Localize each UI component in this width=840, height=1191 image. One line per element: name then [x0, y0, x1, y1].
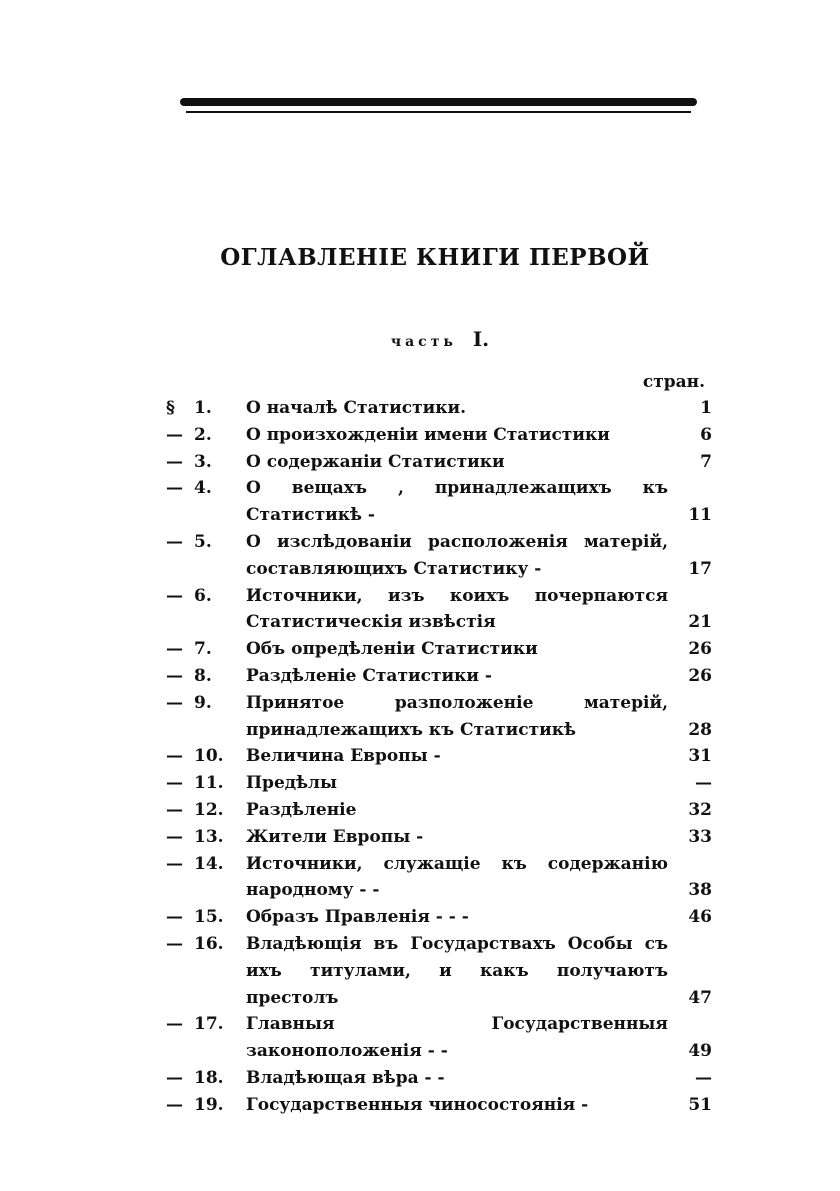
toc-entry: [166, 1092, 712, 1119]
toc-entry-page: 1: [700, 398, 712, 418]
toc-entry-number: 19.: [194, 1094, 224, 1115]
part-number: I.: [472, 327, 490, 351]
toc-entry-page: 49: [688, 1041, 712, 1062]
toc-entry: [166, 583, 712, 637]
toc-entry-number: 11.: [194, 773, 224, 794]
toc-entry-page: 21: [688, 612, 712, 633]
toc-entry-title: Раздѣленіе: [246, 799, 357, 820]
toc-entry: [166, 395, 712, 422]
toc-entry: [166, 931, 712, 1011]
toc-entry: [166, 797, 712, 824]
toc-entry: [166, 422, 712, 449]
toc-entry-title: Образъ Правленія - - -: [246, 907, 469, 928]
toc-entry: [166, 475, 712, 529]
toc-entry-mark: —: [166, 585, 183, 606]
top-rule-thin: [186, 111, 691, 113]
toc-entry: [166, 1065, 712, 1092]
toc-entry-mark: —: [166, 773, 183, 794]
toc-entry-mark: —: [166, 692, 183, 713]
toc-entry: [166, 663, 712, 690]
toc-entry-page: 51: [688, 1094, 712, 1115]
toc-entry-number: 8.: [194, 665, 212, 686]
toc-entry-number: 10.: [194, 746, 224, 767]
toc-entry-title: Раздѣленіе Статистики -: [246, 665, 492, 686]
toc-entry-title: Владѣющія въ Государствахъ Особы съ ихъ титулами, и какъ получаютъ престолъ: [246, 933, 668, 1008]
toc-entry-mark: —: [166, 424, 183, 445]
toc-entry-title: О изслѣдованіи расположенія матерій, составляющихъ Статистику -: [246, 531, 668, 579]
toc-entry-number: 2.: [194, 424, 212, 445]
toc-entry: [166, 690, 712, 744]
toc-entry: [166, 743, 712, 770]
toc-entry-number: 9.: [194, 692, 212, 713]
toc-entry-title: Главныя Государственныя законоположенія - -: [246, 1014, 668, 1062]
toc-entry-page: 6: [700, 424, 712, 445]
toc-entry-page: 7: [700, 451, 712, 472]
toc-entry-mark: —: [166, 665, 183, 686]
toc-entry-title: Жители Европы -: [246, 826, 424, 847]
toc-entry-title: Государственныя чиносостоянія -: [246, 1094, 589, 1115]
toc-entry-page: 26: [688, 665, 712, 686]
toc-entry-title: Источники, служащіе къ содержанію народному - -: [246, 853, 668, 901]
top-rule-thick: [180, 98, 697, 106]
toc-entry-mark: —: [166, 1094, 183, 1115]
toc-entry-number: 6.: [194, 585, 212, 606]
toc-entry-page: 33: [688, 826, 712, 847]
toc-entry-page: 17: [688, 558, 712, 579]
toc-entry-page: 32: [688, 799, 712, 820]
toc-entry-page: 26: [688, 639, 712, 660]
toc-entry-title: О началѣ Статистики.: [246, 398, 467, 418]
toc-entry-mark: —: [166, 639, 183, 660]
toc-entry-title: О произхожденіи имени Статистики: [246, 424, 610, 445]
toc-entry-number: 17.: [194, 1014, 224, 1035]
toc-entry-number: 13.: [194, 826, 224, 847]
toc-entry-mark: —: [166, 826, 183, 847]
toc-entry-page: 46: [688, 907, 712, 928]
toc-entry-mark: —: [166, 799, 183, 820]
toc-entry-mark: —: [166, 746, 183, 767]
toc-entry-number: 15.: [194, 907, 224, 928]
toc-entry-title: Принятое разположеніе матерій, принадлежащихъ къ Статистикѣ: [246, 692, 668, 740]
toc-entry-page: 28: [688, 719, 712, 740]
toc-entry: [166, 449, 712, 476]
page-column-header: стран.: [642, 372, 705, 392]
toc-entry-title: Источники, изъ коихъ почерпаются Статистическія извѣстія: [246, 585, 668, 633]
toc-entry-mark: —: [166, 907, 183, 928]
toc-entry: [166, 770, 712, 797]
toc-entry-title: Предѣлы: [246, 773, 338, 794]
toc-entry: [166, 851, 712, 905]
part-label: часть: [390, 334, 457, 350]
toc-entry-mark: —: [166, 451, 183, 472]
toc-entry-number: 18.: [194, 1067, 224, 1088]
table-of-contents: [166, 395, 712, 1119]
toc-entry-title: О вещахъ , принадлежащихъ къ Статистикѣ -: [246, 478, 668, 526]
toc-entry-title: Владѣющая вѣра - -: [246, 1067, 445, 1088]
toc-entry-number: 3.: [194, 451, 212, 472]
toc-entry-title: Объ опредѣленіи Статистики: [246, 639, 538, 660]
toc-entry-mark: —: [166, 853, 183, 874]
toc-entry-number: 7.: [194, 639, 212, 660]
toc-entry: [166, 529, 712, 583]
toc-entry-mark: —: [166, 1014, 183, 1035]
toc-entry-number: 1.: [194, 398, 212, 418]
toc-entry: [166, 636, 712, 663]
toc-entry-page: —: [695, 773, 712, 794]
toc-entry-mark: —: [166, 531, 183, 552]
toc-entry-page: 11: [688, 505, 712, 526]
part-heading: [0, 326, 840, 353]
page-title: ОГЛАВЛЕНІЕ КНИГИ ПЕРВОЙ: [220, 244, 650, 271]
toc-entry-number: 16.: [194, 933, 224, 954]
toc-entry-page: —: [695, 1067, 712, 1088]
toc-entry: [166, 904, 712, 931]
toc-entry: [166, 1011, 712, 1065]
toc-entry-number: 12.: [194, 799, 224, 820]
toc-entry-title: Величина Европы -: [246, 746, 441, 767]
toc-entry-mark: §: [166, 398, 175, 418]
toc-entry-number: 5.: [194, 531, 212, 552]
toc-entry-number: 4.: [194, 478, 212, 499]
toc-entry-mark: —: [166, 478, 183, 499]
toc-entry-mark: —: [166, 933, 183, 954]
toc-entry-page: 31: [688, 746, 712, 767]
toc-entry-mark: —: [166, 1067, 183, 1088]
toc-entry-number: 14.: [194, 853, 224, 874]
toc-entry: [166, 824, 712, 851]
toc-entry-page: 47: [688, 987, 712, 1008]
toc-entry-page: 38: [688, 880, 712, 901]
toc-entry-title: О содержаніи Статистики: [246, 451, 505, 472]
